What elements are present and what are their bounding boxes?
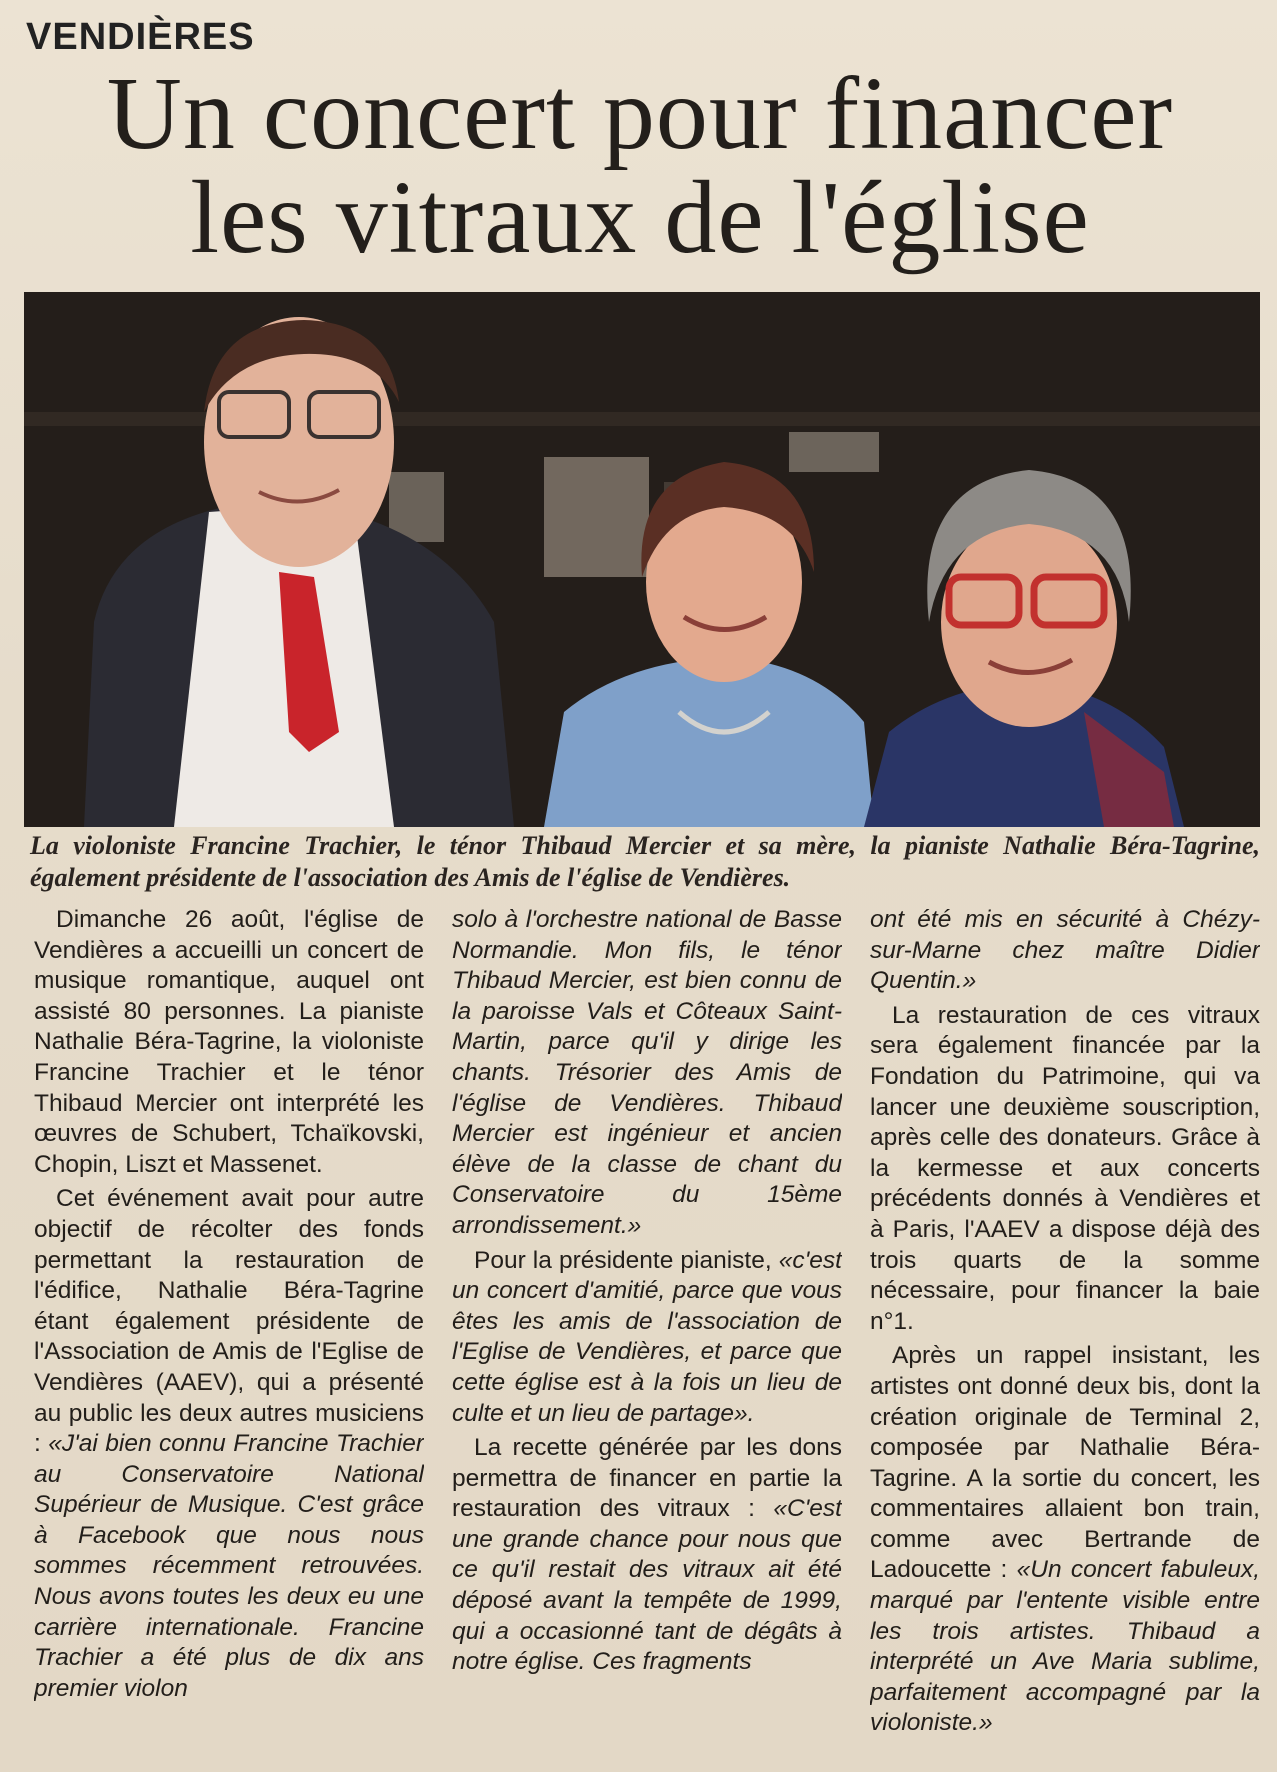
article-column-2 — [452, 905, 842, 1765]
article-body — [34, 905, 1260, 1765]
quote-text: «c'est un concert d'amitié, parce que vous êtes les amis de l'association de l'Eglise de Vendières, et parce que cette église est à la fois un lieu de culte et un lieu de partage». — [452, 1246, 842, 1427]
article-column-1 — [34, 905, 424, 1765]
quote-text: «J'ai bien connu Francine Trachier au Conservatoire National Supérieur de Musique. C'est grâce à Facebook que nous nous sommes récemment retrouvées. Nous avons toutes les deux eu une carrière internationale. Francine Trachier a été plus de dix ans premier violon — [34, 1430, 424, 1702]
paragraph — [452, 1433, 842, 1678]
paragraph — [870, 1341, 1260, 1739]
photo-illustration — [24, 292, 1260, 827]
quote-text: «Un concert fabuleux, marqué par l'entente visible entre les trois artistes. Thibaud a interprété un Ave Maria sublime, parfaitement accompagné par la violoniste.» — [870, 1556, 1260, 1737]
paragraph-text: Après un rappel insistant, les artistes ont donné deux bis, dont la création originale de Terminal 2, composée par Nathalie Béra-Tagrine. A la sortie du concert, les commentaires allaient bon train, comme avec Bertrande de Ladoucette : — [870, 1342, 1260, 1584]
paragraph-text: Cet événement avait pour autre objectif de récolter des fonds permettant la restauration de l'édifice, Nathalie Béra-Tagrine étant également présidente de l'Association de Amis de l'Eglise de Vendières (AAEV), qui a présenté au public les deux autres musiciens : — [34, 1185, 424, 1458]
article-column-3 — [870, 905, 1260, 1765]
paragraph: Dimanche 26 août, l'église de Vendières a accueilli un concert de musique romantique, auquel ont assisté 80 personnes. La pianiste Nathalie Béra-Tagrine, la violoniste Francine Trachier et le ténor Thibaud Mercier ont interprété les œuvres de Schubert, Tchaïkovski, Chopin, Liszt et Massenet. — [34, 906, 424, 1178]
headline-line-1: Un concert pour financer — [106, 56, 1174, 171]
headline — [20, 56, 1260, 275]
paragraph-text: La recette générée par les dons permettra de financer en partie la restauration des vitraux : — [452, 1434, 842, 1523]
headline-line-2: les vitraux de l'église — [190, 160, 1090, 275]
paragraph — [34, 1184, 424, 1704]
paragraph-text: Pour la présidente pianiste, — [474, 1246, 772, 1274]
quote-paragraph: ont été mis en sécurité à Chézy-sur-Marne chez maître Didier Quentin.» — [870, 906, 1260, 995]
quote-paragraph: solo à l'orchestre national de Basse Normandie. Mon fils, le ténor Thibaud Mercier, est bien connu de la paroisse Vals et Côteaux Saint-Martin, parce qu'il y dirige les chants. Trésorier des Amis de l'église de Vendières. Thibaud Mercier est ingénieur et ancien élève de la classe de chant du Conservatoire du 15ème arrondissement.» — [452, 906, 842, 1239]
paragraph: La restauration de ces vitraux sera également financée par la Fondation du Patrimoine, qui va lancer une deuxième souscription, après celle des donateurs. Grâce à la kermesse et aux concerts précédents donnés à Vendières et à Paris, l'AAEV a dispose déjà des trois quarts de la somme nécessaire, pour financer la baie n°1. — [870, 1001, 1260, 1335]
section-kicker: VENDIÈRES — [26, 16, 255, 58]
quote-text: «C'est une grande chance pour nous que ce qu'il restait des vitraux ait été déposé avant la tempête de 1999, qui a occasionné tant de dégâts à notre église. Ces fragments — [452, 1495, 842, 1676]
window-left — [544, 457, 649, 577]
paragraph — [452, 1246, 842, 1430]
article-photo — [24, 292, 1260, 827]
photo-caption: La violoniste Francine Trachier, le ténor Thibaud Mercier et sa mère, la pianiste Nathalie Béra-Tagrine, également présidente de l'association des Amis de l'église de Vendières. — [30, 831, 1260, 892]
